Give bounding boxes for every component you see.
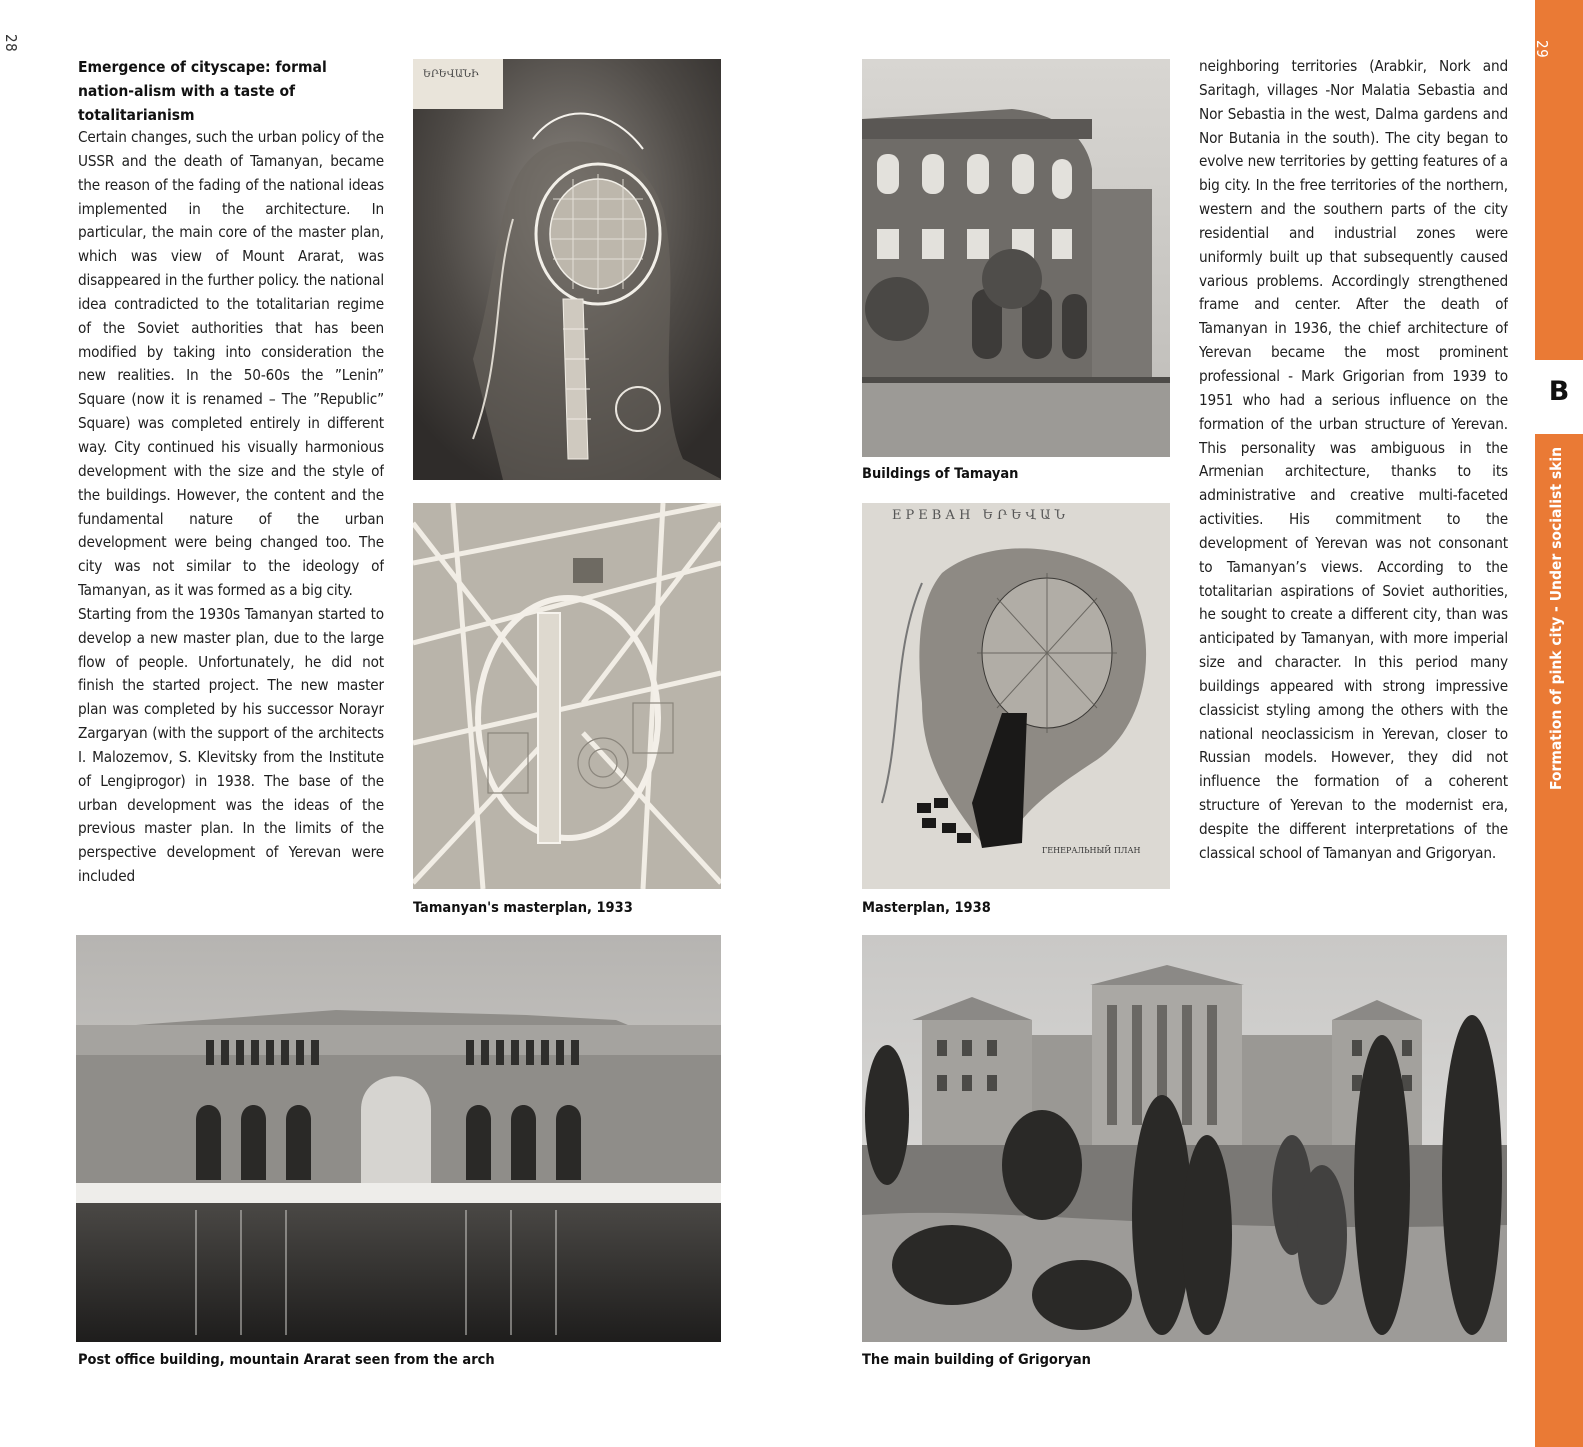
left-text-column: [78, 126, 384, 912]
masterplan-detail-photo: [413, 503, 721, 889]
right-page-number: 29: [1533, 40, 1551, 59]
caption-grigoryan: The main building of Grigoryan: [862, 1352, 1091, 1368]
plan-footer-label: ГЕНЕРАЛЬНЫЙ ПЛАН: [1042, 846, 1141, 855]
buildings-photo: [862, 59, 1170, 457]
caption-post-office: Post office building, mountain Ararat seen from the arch: [78, 1352, 495, 1368]
paragraph: Starting from the 1930s Tamanyan started to develop a new master plan, due to the large flow of people. Unfortunately, he did not finish the started project. The new master plan was completed by his successor Norayr Zargaryan (with the support of the architects I. Malozemov, S. Klevitsky from the Institute of Lengiprogor) in 1938. The base of the urban development was the ideas of the previous master plan. In the limits of the perspective development of Yerevan were included: [78, 604, 384, 886]
paragraph: neighboring territories (Arabkir, Nork and Saritagh, villages -Nor Malatia Sebastia and Nor Sebastia in the west, Dalma gardens and Nor Butania in the south). The city began to evolve new territories by getting features of a big city. In the free territories of the northern, western and the southern parts of the city residential and industrial zones were uniformly built up that subsequently caused various problems. Accordingly strengthened frame and center. After the death of Tamanyan in 1936, the chief architecture of Yerevan became the most prominent professional - Mark Grigorian from 1939 to 1951 who had a serious influence on the formation of the urban structure of Yerevan. This personality was ambiguous in the Armenian architecture, thanks to its administrative and creative multi-faceted activities. His commitment to the development of Yerevan was not consonant to Tamanyan’s views. According to the totalitarian aspirations of Soviet authorities, he sought to create a different city, than was anticipated by Tamanyan, with more imperial size and character. In this period many buildings appeared with strong impressive classicist styling among the others with the national neoclassicism in Yerevan, closer to Russian models. However, they did not influence the formation of a coherent structure of Yerevan to the modernist era, despite the different interpretations of the classical school of Tamanyan and Grigoryan.: [1199, 57, 1508, 862]
grigoryan-building-photo: [862, 935, 1507, 1342]
left-page-number: 28: [2, 34, 20, 53]
right-text-column: [1199, 55, 1508, 915]
plan-top-label: ԵՐԵՎԱՆԻ: [423, 69, 479, 80]
caption-buildings: Buildings of Tamayan: [862, 466, 1019, 482]
masterplan-1938-photo: [862, 503, 1170, 889]
caption-tamanyan-masterplan: Tamanyan's masterplan, 1933: [413, 900, 633, 916]
section-title: Formation of pink city - Under socialist skin: [1547, 446, 1565, 790]
caption-masterplan-1938: Masterplan, 1938: [862, 900, 991, 916]
paragraph: Certain changes, such the urban policy of the USSR and the death of Tamanyan, became the reason of the fading of the national ideas implemented in the architecture. In particular, the main core of the master plan, which was view of Mount Ararat, was disappeared in the further policy. the national idea contradicted to the totalitarian regime of the Soviet authorities that has been modified by taking into consideration the new realities. In the 50-60s the ”Lenin” Square (now it is renamed – The ”Republic” Square) was completed entirely in different way. City continued his visually harmonious development with the size and the style of the buildings. However, the content and the fundamental nature of the urban development were being changed too. The city was not similar to the ideology of Tamanyan, as it was formed as a big city.: [78, 128, 384, 600]
post-office-photo: [76, 935, 721, 1342]
section-heading: Emergence of cityscape: formal nation-alism with a taste of totalitarianism: [78, 58, 327, 124]
plan-header-label: ЕРЕВАН ԵՐԵՎԱՆ: [892, 508, 1069, 523]
masterplan-photo-top: [413, 59, 721, 480]
section-letter: B: [1548, 376, 1570, 407]
